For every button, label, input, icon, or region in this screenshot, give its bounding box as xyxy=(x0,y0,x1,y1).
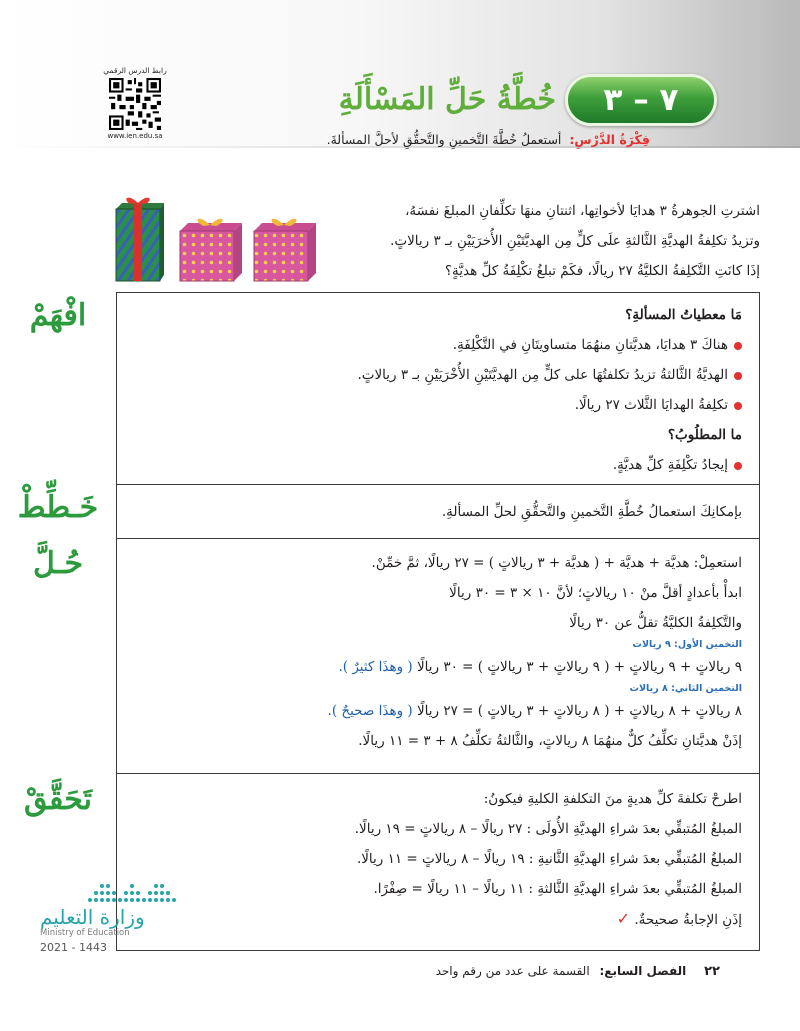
given-item: هناكَ ٣ هدايَا، هديَّتانِ منهُمَا متساويتَانِ في التَّكْلِفَةِ. xyxy=(357,330,742,360)
chapter-label: الفصل السابع: xyxy=(599,964,687,978)
edition-year: 2021 - 1443 xyxy=(40,941,107,954)
checkmark-icon: ✓ xyxy=(616,909,631,928)
check-line: اطرحْ تكلفةَ كلِّ هديةٍ منَ التكلفةِ الكليةِ فيكونُ: xyxy=(483,791,742,807)
lesson-idea xyxy=(327,132,650,147)
solve-line: استعمِلْ: هديَّة + هديَّة + ( هديَّة + ٣ ريالاتٍ ) = ٢٧ ريالًا، ثمَّ خمِّنْ. xyxy=(371,555,742,571)
first-guess-label: التخمين الأول: ٩ ريالات xyxy=(632,639,742,650)
required-item: إيجادُ تكْلِفَةِ كلِّ هديَّةٍ. xyxy=(357,450,742,480)
plan-text: بإمكانِكَ استعمالُ خُطَّةِ التَّخمينِ والتَّحقُّقِ لحلِّ المسألةِ. xyxy=(441,504,742,520)
solve-conclusion: إذَنْ هديَّتانِ تكلِّفُ كلٌّ منهُمَا ٨ ريالاتٍ، والثَّالثةُ تكلِّفُ ٨ + ٣ = ١١ ريالًا. xyxy=(358,733,742,749)
ministry-emblem-icon xyxy=(84,880,180,906)
check-label: تَحَقَّقْ xyxy=(24,782,92,817)
understand-content xyxy=(357,300,742,480)
givens-question: مَا معطياتُ المسألةِ؟ xyxy=(625,307,742,323)
lesson-idea-label: فِكْرَةُ الدَّرْسِ: xyxy=(569,132,650,147)
digital-lesson-link[interactable] xyxy=(100,66,170,150)
page-number: ٢٢ xyxy=(704,964,720,979)
solve-content xyxy=(328,548,742,756)
chapter-title: القسمة على عدد من رقم واحد xyxy=(435,964,590,978)
dotted-gift-icon xyxy=(180,219,242,281)
solve-label: حُـلَّ xyxy=(32,546,84,581)
problem-line: وتزيدُ تكلِفةُ الهديَّةِ الثَّالثةِ علَى كلٍّ مِن الهديَّتَيْنِ الأُخرَيَيْنِ بـ ٣ ريالاتٍ. xyxy=(390,233,760,249)
plan-content xyxy=(442,497,742,527)
check-answer: إذَنِ الإجابةُ صحيحةٌ. ✓ xyxy=(616,909,742,928)
dotted-gift-icon-2 xyxy=(254,219,316,281)
second-guess-equation: ٨ ريالاتٍ + ٨ ريالاتٍ + ( ٨ ريالاتٍ + ٣ ريالاتٍ ) = ٢٧ ريالًا ( وهذَا صحيحٌ ). xyxy=(327,703,742,719)
check-line: المبلغُ المُتبقِّي بعدَ شراءِ الهديَّةِ الأُولَى : ٢٧ ريالًا – ٨ ريالاتٍ = ١٩ ريالًا. xyxy=(354,821,742,837)
lesson-idea-text: أستعملُ خُطَّةَ التَّخمينِ والتَّحقُّقِ لأحلَّ المسألةَ. xyxy=(326,132,562,147)
ministry-logo xyxy=(40,880,180,970)
check-content xyxy=(355,784,742,935)
problem-line: اشترتِ الجوهرةُ ٣ هدايَا لأخواتِها، اثنتانِ منهَا تكلِّفانِ المبلغَ نفسَهُ، xyxy=(405,203,760,219)
ministry-name-ar: وزارة التعليم xyxy=(40,905,145,929)
first-guess-equation: ٩ ريالاتٍ + ٩ ريالاتٍ + ( ٩ ريالاتٍ + ٣ ريالاتٍ ) = ٣٠ ريالًا ( وهذَا كثيرٌ ). xyxy=(338,659,742,675)
page-footer xyxy=(436,964,720,979)
ministry-name-en: Ministry of Education xyxy=(40,928,130,938)
check-line: المبلغُ المُتبقِّي بعدَ شراءِ الهديَّةِ الثَّالثةِ : ١١ ريالًا – ١١ ريالًا = صِفْرًا. xyxy=(373,881,742,897)
plan-label: خَـطِّطْ xyxy=(17,490,99,525)
lesson-title: خُطَّةُ حَلِّ المَسْأَلَةِ xyxy=(338,82,556,117)
second-guess-label: التخمين الثاني: ٨ ريالات xyxy=(629,683,742,694)
second-guess-note: ( وهذَا صحيحٌ ). xyxy=(327,703,413,719)
qr-caption: رابط الدرس الرقمي xyxy=(103,66,167,75)
lesson-number-badge: ٧ – ٣ xyxy=(565,74,717,126)
solve-line: والتَّكلِفةُ الكليَّةُ تقلُّ عن ٣٠ ريالًا xyxy=(569,615,742,631)
solve-line: ابدأْ بأعدادٍ أقلَّ منْ ١٠ ريالاتٍ؛ لأنَّ ١٠ × ٣ = ٣٠ ريالًا xyxy=(449,585,742,601)
problem-statement xyxy=(340,196,760,286)
striped-gift-icon xyxy=(116,198,164,281)
first-guess-note: ( وهذَا كثيرٌ ). xyxy=(338,659,413,675)
gift-boxes-illustration xyxy=(108,195,328,285)
required-question: ما المطلُوبُ؟ xyxy=(667,427,742,443)
understand-label: افْهَمْ xyxy=(29,298,87,333)
given-item: تكلِفةُ الهدايَا الثَّلاث ٢٧ ريالًا. xyxy=(357,390,742,420)
qr-code-icon[interactable] xyxy=(109,78,161,130)
check-line: المبلغُ المُتبقِّي بعدَ شراءِ الهديَّةِ الثَّانيةِ : ١٩ ريالًا – ٨ ريالاتٍ = ١١ ريالًا. xyxy=(356,851,742,867)
problem-line: إذَا كانَتِ التَّكلِفةُ الكليَّةُ ٢٧ ريالًا، فكَمْ تبلغُ تكْلِفَةُ كلِّ هديَّةٍ؟ xyxy=(444,263,760,279)
given-item: الهديَّةُ الثَّالثةُ تزيدُ تكلفتُهَا على كلٍّ مِن الهديَّتَيْنِ الأُخْرَيَيْنِ بـ ٣ ريالاتٍ. xyxy=(357,360,742,390)
qr-url: www.ien.edu.sa xyxy=(107,132,163,140)
